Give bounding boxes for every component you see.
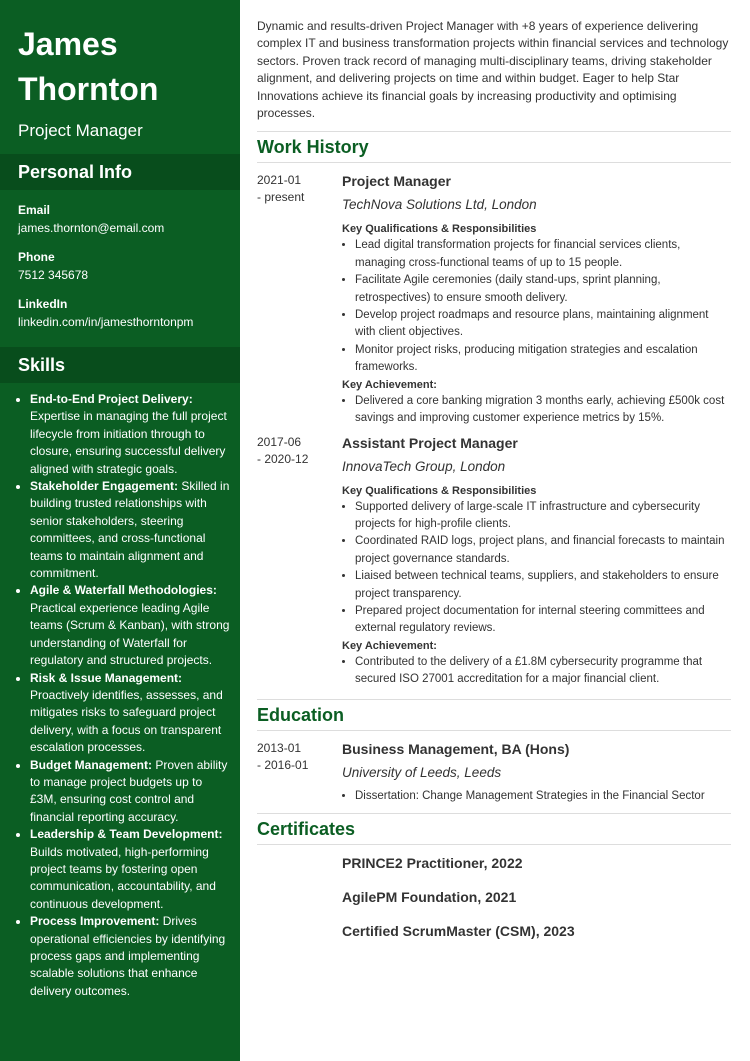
skill-item — [30, 391, 230, 478]
job-title: Assistant Project Manager — [342, 434, 518, 451]
education-entry — [257, 740, 731, 805]
skill-item — [30, 757, 230, 827]
first-name: James — [18, 26, 118, 62]
work-history-heading: Work History — [257, 131, 731, 163]
responsibilities-heading: Key Qualifications & Responsibilities — [342, 223, 537, 236]
education-heading: Education — [257, 699, 731, 731]
personal-info-heading: Personal Info — [0, 154, 240, 190]
contact-label: Phone — [18, 250, 55, 264]
skill-item — [30, 582, 230, 669]
job-title: Project Manager — [342, 173, 451, 190]
sidebar — [0, 0, 240, 1061]
main-content — [257, 18, 731, 940]
skill-item — [30, 913, 230, 1000]
list-item: • Contributed to the delivery of a £1.8M cybersecurity programme that secured ISO 27001 accreditation for a major financial client. — [355, 654, 731, 689]
profile-summary: Dynamic and results-driven Project Manager with +8 years of experience delivering complex IT and business transformation projects within financial services and technology sectors. Proven track record of managing multi-disciplinary teams, driving stakeholder alignment, and delivering projects on time and within budget. Eager to help Star Innovations achieve its financial goals by increasing productivity and optimising processes. — [257, 19, 729, 121]
skill-text: Expertise in managing the full project lifecycle from initiation through to closure, ensuring successful delivery aligned with strategic goals. — [30, 409, 227, 476]
skill-text: Drives operational efficiencies by identifying process gaps and implementing scalable solutions that enhance delivery outcomes. — [30, 914, 226, 998]
phone-value: 7512 345678 — [18, 268, 89, 282]
list-item: • Liaised between technical teams, suppliers, and stakeholders to ensure project transparency. — [355, 568, 731, 603]
job-content — [342, 434, 731, 689]
skill-item — [30, 670, 230, 757]
list-item: • Coordinated RAID logs, project plans, and financial forecasts to maintain project governance standards. — [355, 533, 731, 568]
linkedin-value[interactable]: linkedin.com/in/jamesthorntonpm — [18, 315, 194, 329]
responsibilities-list — [342, 499, 731, 638]
school-name: University of Leeds, Leeds — [342, 764, 502, 780]
skill-name: End-to-End Project Delivery: — [30, 392, 193, 406]
contact-linkedin — [18, 296, 222, 331]
education-dates — [257, 740, 342, 805]
achievements-list — [342, 654, 731, 689]
achievements-list — [342, 393, 731, 428]
education-details — [342, 788, 731, 805]
date-start: 2013-01 — [257, 740, 302, 755]
list-item: • Monitor project risks, producing mitigation strategies and escalation frameworks. — [355, 342, 731, 377]
skill-name: Budget Management: — [30, 757, 153, 772]
achievement-heading: Key Achievement: — [342, 639, 437, 652]
certificates-heading: Certificates — [257, 813, 731, 845]
company-name: InnovaTech Group, London — [342, 458, 506, 474]
skill-text: Builds motivated, high-performing project teams by fostering open communication, accountability, and continuous development. — [30, 844, 216, 911]
list-item: • Delivered a core banking migration 3 months early, achieving £500k cost savings and improving customer experience metrics by 15%. — [355, 393, 731, 428]
skill-name: Stakeholder Engagement: — [30, 479, 179, 494]
skill-text: Skilled in building trusted relationships with senior stakeholders, steering committees, and cross-functional teams to maintain alignment and commitment. — [30, 479, 230, 581]
list-item: • Prepared project documentation for internal steering committees and external regulatory reviews. — [355, 603, 731, 638]
skill-text: Practical experience leading Agile teams (Scrum & Kanban), with strong understanding of Waterfall for regulatory and structured projects. — [30, 600, 230, 668]
responsibilities-heading: Key Qualifications & Responsibilities — [342, 484, 537, 497]
skill-text: Proven ability to manage project budgets up to £3M, ensuring cost control and financial reporting accuracy. — [30, 757, 228, 824]
skill-text: Proactively identifies, assesses, and mitigates risks to safeguard project delivery, with a focus on transparent escalation processes. — [30, 687, 223, 755]
list-item: • Lead digital transformation projects for financial services clients, managing cross-functional teams of up to 15 people. — [355, 237, 731, 272]
skills-heading: Skills — [0, 347, 240, 383]
skill-name: Leadership & Team Development: — [30, 827, 223, 842]
personal-info — [0, 190, 240, 331]
date-end: - 2016-01 — [257, 757, 309, 772]
responsibilities-list — [342, 237, 731, 376]
list-item: • Dissertation: Change Management Strategies in the Financial Sector — [355, 788, 731, 805]
job-entry — [257, 434, 731, 689]
certificate-item: AgilePM Foundation, 2021 — [342, 888, 517, 905]
email-value[interactable]: james.thornton@email.com — [18, 221, 165, 235]
skill-name: Agile & Waterfall Methodologies: — [30, 583, 217, 598]
degree-title: Business Management, BA (Hons) — [342, 740, 570, 757]
job-entry — [257, 172, 731, 427]
list-item: • Facilitate Agile ceremonies (daily stand-ups, sprint planning, retrospectives) to ensure smooth delivery. — [355, 272, 731, 307]
job-dates — [257, 434, 342, 689]
skill-item — [30, 478, 230, 582]
job-content — [342, 172, 731, 427]
date-start: 2017-06 — [257, 434, 302, 449]
education-content — [342, 740, 731, 805]
contact-email — [18, 202, 222, 237]
list-item: • Supported delivery of large-scale IT infrastructure and cybersecurity projects for high-profile clients. — [355, 499, 731, 534]
skill-name: Process Improvement: — [30, 914, 160, 929]
skill-item — [30, 826, 230, 913]
achievement-heading: Key Achievement: — [342, 378, 437, 391]
certificates-list — [257, 854, 731, 940]
contact-label: Email — [18, 203, 51, 217]
date-end: - present — [257, 190, 305, 205]
date-start: 2021-01 — [257, 173, 302, 188]
contact-phone — [18, 249, 222, 284]
skills-list — [0, 383, 240, 1000]
date-end: - 2020-12 — [257, 451, 309, 466]
list-item: • Develop project roadmaps and resource plans, maintaining alignment with client objectives. — [355, 307, 731, 342]
certificate-item: Certified ScrumMaster (CSM), 2023 — [342, 922, 575, 939]
company-name: TechNova Solutions Ltd, London — [342, 197, 537, 213]
job-dates — [257, 172, 342, 427]
job-title: Project Manager — [18, 121, 143, 140]
last-name: Thornton — [18, 71, 159, 107]
certificate-item: PRINCE2 Practitioner, 2022 — [342, 854, 523, 871]
candidate-name — [0, 0, 240, 112]
skill-name: Risk & Issue Management: — [30, 670, 183, 685]
contact-label: LinkedIn — [18, 297, 68, 311]
